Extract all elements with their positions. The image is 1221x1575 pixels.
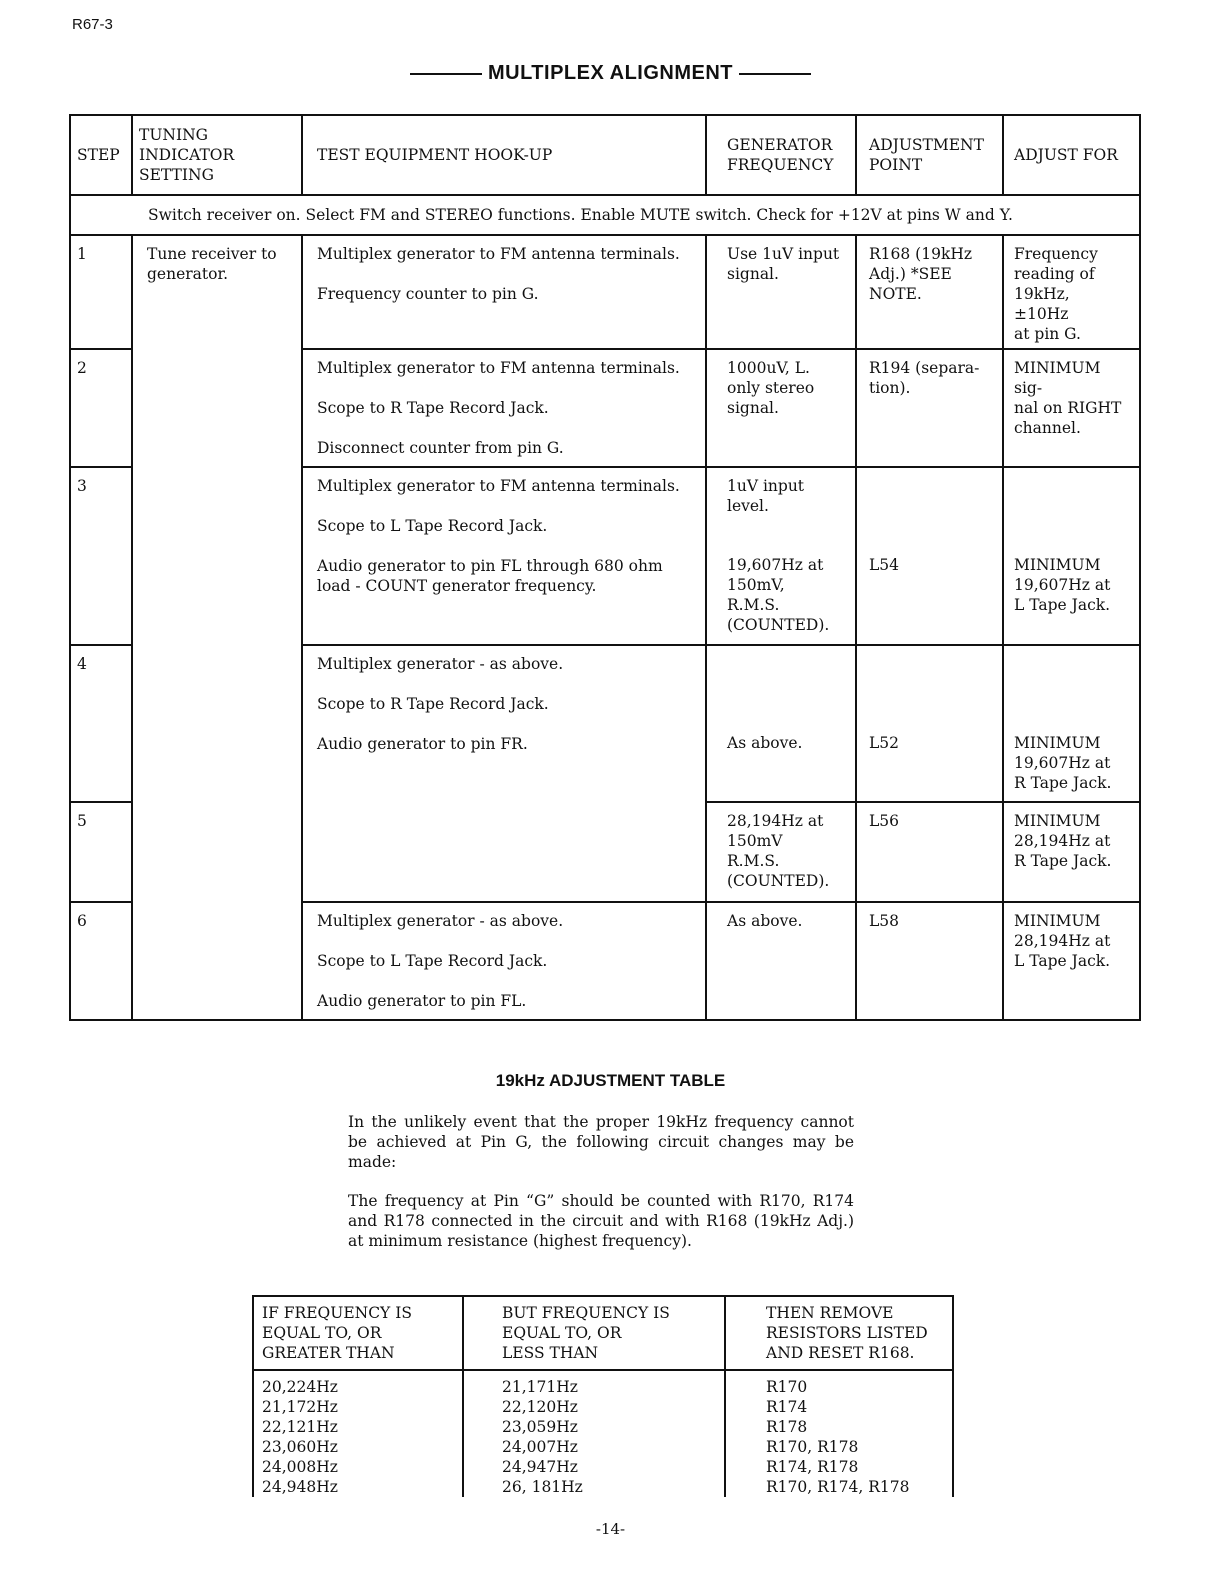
hookup-cell bbox=[302, 645, 706, 902]
list-item: 26, 181Hz bbox=[502, 1478, 583, 1496]
frequency-line: 19,607Hz at bbox=[727, 556, 824, 574]
title-rule-left bbox=[410, 73, 482, 75]
header-adjustment-line: ADJUSTMENT bbox=[869, 136, 984, 154]
frequency-line: 150mV, bbox=[727, 576, 785, 594]
adjust-for-cell bbox=[1003, 645, 1140, 802]
adjust-for-line: 28,194Hz at bbox=[1014, 832, 1111, 850]
frequency-line: 150mV bbox=[727, 832, 783, 850]
frequency-line: 1000uV, L. bbox=[727, 359, 810, 377]
step-number: 3 bbox=[70, 467, 132, 645]
frequency-line: signal. bbox=[727, 399, 779, 417]
frequency-line: only stereo bbox=[727, 379, 815, 397]
hookup-line: Audio generator to pin FL through 680 ohm load - COUNT generator frequency. bbox=[317, 557, 663, 595]
page-title bbox=[0, 62, 1221, 85]
list-item: R170, R178 bbox=[766, 1438, 859, 1456]
frequency-line: R.M.S. bbox=[727, 596, 780, 614]
hookup-line: Scope to R Tape Record Jack. bbox=[317, 399, 549, 417]
header-line: EQUAL TO, OR bbox=[262, 1324, 382, 1342]
hookup-cell bbox=[302, 902, 706, 1020]
section-title: 19kHz ADJUSTMENT TABLE bbox=[495, 1071, 726, 1090]
adjust-for-line: 19kHz, ±10Hz bbox=[1014, 285, 1070, 323]
header-step: STEP bbox=[70, 115, 132, 195]
adjust-for-line: 19,607Hz at bbox=[1014, 754, 1111, 772]
list-item: 24,008Hz bbox=[262, 1458, 338, 1476]
header-tuning bbox=[132, 115, 302, 195]
header-frequency bbox=[706, 115, 856, 195]
list-item: 22,120Hz bbox=[502, 1398, 578, 1416]
header-frequency-line: GENERATOR bbox=[727, 136, 833, 154]
header-adjust-for: ADJUST FOR bbox=[1003, 115, 1140, 195]
header-less-than bbox=[463, 1296, 725, 1370]
header-line: IF FREQUENCY IS bbox=[262, 1304, 412, 1322]
hookup-line: Scope to L Tape Record Jack. bbox=[317, 952, 548, 970]
adjustment-line: tion). bbox=[869, 379, 911, 397]
header-tuning-line: SETTING bbox=[139, 166, 214, 184]
adjustment-line: NOTE. bbox=[869, 285, 922, 303]
header-remove bbox=[725, 1296, 953, 1370]
adjust-for-line: MINIMUM bbox=[1014, 556, 1101, 574]
adjust-for-cell bbox=[1003, 902, 1140, 1020]
list-item: 21,172Hz bbox=[262, 1398, 338, 1416]
frequency-line: (COUNTED). bbox=[727, 616, 830, 634]
adjustment-cell bbox=[856, 349, 1003, 467]
hookup-line: Multiplex generator to FM antenna terminals. bbox=[317, 359, 680, 377]
adjust-for-line: R Tape Jack. bbox=[1014, 852, 1112, 870]
adjust-for-line: nal on RIGHT bbox=[1014, 399, 1122, 417]
adjust-for-line: channel. bbox=[1014, 419, 1081, 437]
adjust-for-line: L Tape Jack. bbox=[1014, 596, 1111, 614]
page-number: -14- bbox=[595, 1520, 626, 1538]
adjust-for-line: 28,194Hz at bbox=[1014, 932, 1111, 950]
adjustment-header-row bbox=[253, 1296, 953, 1370]
header-line: AND RESET R168. bbox=[766, 1344, 915, 1362]
adjust-for-cell bbox=[1003, 467, 1140, 645]
list-item: 23,060Hz bbox=[262, 1438, 338, 1456]
intro-paragraph: The frequency at Pin “G” should be counted with R170, R174 and R178 connected in the circuit and with R168 (19kHz Adj.) at minimum resistance (highest frequency). bbox=[348, 1192, 854, 1250]
header-hookup: TEST EQUIPMENT HOOK-UP bbox=[302, 115, 706, 195]
list-item: 24,007Hz bbox=[502, 1438, 578, 1456]
adjust-for-line: Frequency bbox=[1014, 245, 1098, 263]
hookup-line: Audio generator to pin FL. bbox=[317, 992, 527, 1010]
less-than-values bbox=[463, 1370, 725, 1497]
header-adjustment bbox=[856, 115, 1003, 195]
header-line: RESISTORS LISTED bbox=[766, 1324, 928, 1342]
frequency-line: level. bbox=[727, 497, 769, 515]
frequency-line: signal. bbox=[727, 265, 779, 283]
frequency-cell: As above. bbox=[706, 645, 856, 802]
adjustment-table bbox=[252, 1295, 954, 1497]
tuning-setting-line: Tune receiver to bbox=[147, 245, 277, 263]
header-adjustment-line: POINT bbox=[869, 156, 923, 174]
adjust-for-line: R Tape Jack. bbox=[1014, 774, 1112, 792]
adjustment-cell: L52 bbox=[856, 645, 1003, 802]
note-row bbox=[70, 195, 1140, 235]
step-number: 4 bbox=[70, 645, 132, 802]
frequency-cell bbox=[706, 802, 856, 902]
list-item: R174 bbox=[766, 1398, 808, 1416]
frequency-cell: As above. bbox=[706, 902, 856, 1020]
list-item: 21,171Hz bbox=[502, 1378, 578, 1396]
hookup-line: Multiplex generator to FM antenna terminals. bbox=[317, 477, 680, 495]
adjust-for-cell bbox=[1003, 235, 1140, 349]
adjust-for-line: MINIMUM bbox=[1014, 812, 1101, 830]
frequency-cell bbox=[706, 349, 856, 467]
frequency-line: 28,194Hz at bbox=[727, 812, 824, 830]
hookup-line: Multiplex generator - as above. bbox=[317, 912, 564, 930]
adjustment-cell: L54 bbox=[856, 467, 1003, 645]
header-line: LESS THAN bbox=[502, 1344, 599, 1362]
header-tuning-line: TUNING bbox=[139, 126, 209, 144]
adjust-for-line: reading of bbox=[1014, 265, 1095, 283]
adjust-for-cell bbox=[1003, 802, 1140, 902]
frequency-line: R.M.S. bbox=[727, 852, 780, 870]
step-number: 5 bbox=[70, 802, 132, 902]
tuning-setting-line: generator. bbox=[147, 265, 229, 283]
hookup-line: Multiplex generator to FM antenna terminals. bbox=[317, 245, 680, 263]
step-number: 1 bbox=[70, 235, 132, 349]
list-item: 23,059Hz bbox=[502, 1418, 578, 1436]
header-greater-than bbox=[253, 1296, 463, 1370]
frequency-cell bbox=[706, 467, 856, 645]
hookup-cell bbox=[302, 467, 706, 645]
adjustment-line: R168 (19kHz bbox=[869, 245, 973, 263]
header-line: GREATER THAN bbox=[262, 1344, 395, 1362]
intro-paragraph: In the unlikely event that the proper 19kHz frequency cannot be achieved at Pin G, the following circuit changes may be made: bbox=[348, 1113, 854, 1171]
list-item: R174, R178 bbox=[766, 1458, 859, 1476]
page-id: R67-3 bbox=[72, 16, 113, 33]
frequency-spacer bbox=[727, 516, 845, 555]
greater-than-values bbox=[253, 1370, 463, 1497]
hookup-line: Scope to R Tape Record Jack. bbox=[317, 695, 549, 713]
list-item: R170 bbox=[766, 1378, 808, 1396]
intro-text bbox=[348, 1112, 854, 1270]
list-item: R170, R174, R178 bbox=[766, 1478, 910, 1496]
header-line: THEN REMOVE bbox=[766, 1304, 894, 1322]
frequency-cell bbox=[706, 235, 856, 349]
hookup-line: Scope to L Tape Record Jack. bbox=[317, 517, 548, 535]
adjustment-line: R194 (separa- bbox=[869, 359, 980, 377]
step-number: 6 bbox=[70, 902, 132, 1020]
header-line: BUT FREQUENCY IS bbox=[502, 1304, 670, 1322]
header-frequency-line: FREQUENCY bbox=[727, 156, 834, 174]
list-item: R178 bbox=[766, 1418, 808, 1436]
adjust-for-line: at pin G. bbox=[1014, 325, 1081, 343]
table-row bbox=[70, 235, 1140, 349]
hookup-line: Frequency counter to pin G. bbox=[317, 285, 539, 303]
adjustment-line: Adj.) *SEE bbox=[869, 265, 952, 283]
adjust-for-line: MINIMUM sig- bbox=[1014, 359, 1101, 397]
hookup-cell bbox=[302, 349, 706, 467]
list-item: 20,224Hz bbox=[262, 1378, 338, 1396]
list-item: 24,948Hz bbox=[262, 1478, 338, 1496]
page-title-text: MULTIPLEX ALIGNMENT bbox=[487, 62, 734, 84]
adjustment-cell bbox=[856, 235, 1003, 349]
adjust-for-cell bbox=[1003, 349, 1140, 467]
adjustment-cell: L56 bbox=[856, 802, 1003, 902]
adjustment-values-row bbox=[253, 1370, 953, 1497]
step-number: 2 bbox=[70, 349, 132, 467]
adjustment-cell: L58 bbox=[856, 902, 1003, 1020]
hookup-line: Audio generator to pin FR. bbox=[317, 735, 528, 753]
adjust-for-line: MINIMUM bbox=[1014, 734, 1101, 752]
hookup-line: Multiplex generator - as above. bbox=[317, 655, 564, 673]
tuning-setting bbox=[132, 235, 302, 1020]
alignment-header-row bbox=[70, 115, 1140, 195]
adjust-for-line: L Tape Jack. bbox=[1014, 952, 1111, 970]
adjust-for-line: 19,607Hz at bbox=[1014, 576, 1111, 594]
list-item: 22,121Hz bbox=[262, 1418, 338, 1436]
frequency-line: 1uV input bbox=[727, 477, 805, 495]
remove-values bbox=[725, 1370, 953, 1497]
header-tuning-line: INDICATOR bbox=[139, 146, 235, 164]
hookup-cell bbox=[302, 235, 706, 349]
setup-note: Switch receiver on. Select FM and STEREO functions. Enable MUTE switch. Check for +12V at pins W and Y. bbox=[70, 195, 1140, 235]
hookup-line: Disconnect counter from pin G. bbox=[317, 439, 564, 457]
title-rule-right bbox=[739, 73, 811, 75]
frequency-line: Use 1uV input bbox=[727, 245, 840, 263]
frequency-line: (COUNTED). bbox=[727, 872, 830, 890]
adjust-for-line: MINIMUM bbox=[1014, 912, 1101, 930]
list-item: 24,947Hz bbox=[502, 1458, 578, 1476]
header-line: EQUAL TO, OR bbox=[502, 1324, 622, 1342]
alignment-table bbox=[69, 114, 1141, 1021]
